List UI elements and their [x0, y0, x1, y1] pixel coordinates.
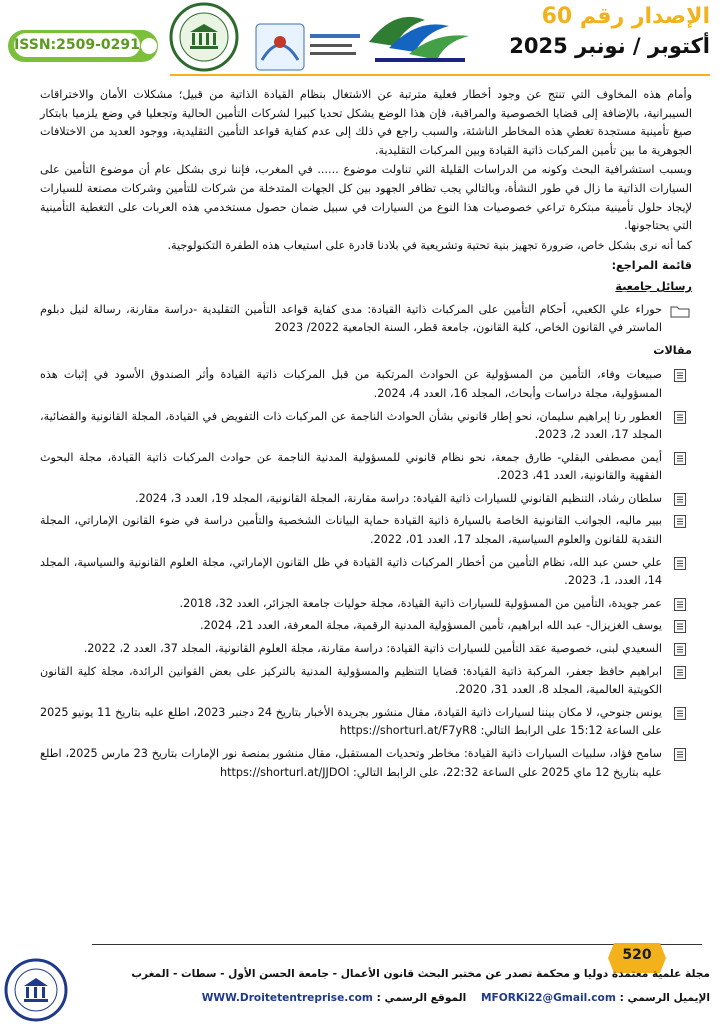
- document-icon: [674, 493, 686, 506]
- document-icon: [674, 515, 686, 528]
- lab-logo: [162, 2, 246, 72]
- article-body: [40, 86, 692, 876]
- email-label: الإيميل الرسمي :: [619, 992, 710, 1004]
- document-icon: [674, 620, 686, 633]
- reference-text: حوراء علي الكعبي، أحكام التأمين على المركبات ذاتية القيادة: مدى كفاية قواعد التأمين التقليدية -دراسة مقارنة، رسالة لنيل دبلوم الماستر في القانون الخاص، كلية القانون، جامعة قطر، السنة الجامعية 2022/ 2023: [40, 302, 662, 335]
- document-icon: [674, 557, 686, 570]
- reference-item: [40, 366, 692, 403]
- reference-item: [40, 704, 692, 741]
- document-icon: [674, 748, 686, 761]
- reference-text: ابراهيم حافظ جعفر، المركبة ذاتية القيادة: قضايا التنظيم والمسؤولية المدنية بالتركيز على بعض القوانين الرائدة، مجلة كلية القانون الكويتية العالمية، المجلد 8، العدد 31، 2020.: [40, 664, 662, 697]
- reference-text: سامح فؤاد، سلبيات السيارات ذاتية القيادة: مخاطر وتحديات المستقبل، مقال منشور بمنصة نور الإمارات بتاريخ 23 مارس 2025، اطلع عليه بتاريخ 12 ماي 2025 على الساعة 22:32، على الرابط التالي:: [40, 747, 663, 779]
- reference-item: [40, 554, 692, 591]
- lab-seal: [4, 958, 68, 1022]
- page-header: [0, 0, 724, 80]
- reference-item: [40, 449, 692, 486]
- reference-text: علي حسن عبد الله، نظام التأمين من أخطار المركبات ذاتية القيادة في ظل القانون الإماراتي، مجلة العلوم القانونية والسياسية، المجلد 14، العدد، 1، 2023.: [40, 555, 662, 588]
- document-icon: [674, 707, 686, 720]
- reference-text: السعيدي لبنى، خصوصية عقد التأمين للسيارات ذاتية القيادة: دراسة مقارنة، مجلة العلوم القانونية، المجلد 37، العدد 2، 2022.: [83, 642, 662, 656]
- reference-link[interactable]: https://shorturl.at/F7yR8: [339, 724, 478, 738]
- references-heading: قائمة المراجع:: [611, 259, 692, 273]
- reference-text: أيمن مصطفى البقلي- طارق جمعة، نحو نظام قانوني للمسؤولية المدنية الناجمة عن حوادث المركبات ذاتية القيادة، مجلة البحوث الفقهية والقانونية، العدد 41، 2023.: [40, 450, 662, 483]
- footer-journal-info: مجلة علمية معتمدة دوليا و محكمة تصدر عن مختبر البحث قانون الأعمال - جامعة الحسن الأول - سطات - المغرب: [131, 968, 710, 980]
- page-number: 520: [622, 947, 652, 963]
- paragraph: وبسبب استشرافية البحث وكونه من الدراسات القليلة التي تناولت موضوع ...... في المغرب، فإننا نرى بشكل عام أن موضوع التأمين على السيارات الذاتية ما زال في طور النشأة، وبالتالي يجب تظافر الجهود بين كل الجهات المتدخلة من شركات للتأمين وشركات مصنعة للسيارات لإيجاد حلول تأمينية مبتكرة تراعي خصوصيات هذا النوع من السيارات في سبيل ضمان حصول مستخدمي هذه العربات على التغطية التأمينية التي يحتاجونها.: [40, 163, 692, 233]
- email-link[interactable]: MFORKi22@Gmail.com: [480, 992, 616, 1004]
- badge-dot: [141, 38, 157, 54]
- paragraph: كما أنه نرى بشكل خاص، ضرورة تجهيز بنية تحتية وتشريعية في بلادنا قادرة على استيعاب هذه الطفرة التكنولوجية.: [167, 238, 692, 252]
- reference-item: [40, 408, 692, 445]
- reference-link[interactable]: https://shorturl.at/JJDOl: [220, 765, 350, 779]
- site-label: الموقع الرسمي :: [376, 992, 467, 1004]
- articles-heading: مقالات: [653, 343, 692, 357]
- website-link[interactable]: WWW.Droitetentreprise.com: [201, 992, 373, 1004]
- document-icon: [674, 666, 686, 679]
- reference-item: [40, 595, 692, 614]
- header-divider: [170, 74, 710, 76]
- document-icon: [674, 411, 686, 424]
- reference-text: يونس جنوحي، لا مكان بيننا لسيارات ذاتية القيادة، مقال منشور بجريدة الأخبار بتاريخ 24 دجنبر 2023، اطلع عليه بتاريخ 11 يونيو 2025 على الساعة 15:12 على الرابط التالي:: [40, 705, 662, 738]
- footer-contacts: [70, 992, 710, 1004]
- reference-item: [40, 301, 692, 338]
- theses-heading: رسائل جامعية: [615, 279, 692, 293]
- document-icon: [674, 452, 686, 465]
- issue-date: أكتوبر / نونبر 2025: [509, 34, 710, 58]
- reference-item: [40, 617, 692, 636]
- reference-item: [40, 640, 692, 659]
- reference-text: بيير ماليه، الجوانب القانونية الخاصة بالسيارة ذاتية القيادة حماية البيانات الشخصية والتأمين دراسة في ضوء القانون الإماراتي، المجلة النقدية للقانون والعلوم السياسية، المجلد 17، العدد 01، 2022.: [40, 514, 662, 547]
- reference-item: [40, 745, 692, 782]
- reference-text: عمر جويدة، التأمين من المسؤولية للسيارات ذاتية القيادة، مجلة حوليات جامعة الجزائر، العدد 32، 2018.: [179, 596, 662, 610]
- reference-item: [40, 512, 692, 549]
- paragraph: وأمام هذه المخاوف التي تنتج عن وجود أخطار فعلية مترتبة عن الاشتغال بنظام القيادة الذاتية من قبيل؛ مشكلات الأمان والاختراقات السيبرانية، بالإضافة إلى قضايا الخصوصية والمراقبة، فإن هذا الوضع يشكل تحديا كبيرا لشركات التأمين الحالية وتجعليا في وضع يلزميا بابتكار صيغ تأمينية مستجدة تغطي هذه المخاطر الناشئة، والسبب راجع في ذلك إلى عدم كفاية قواعد التأمين التقليدية، ووجود العديد من الاختلافات الجوهرية ما بين تأمين المركبات ذاتية القيادة وبين المركبات التقليدية.: [40, 88, 692, 157]
- document-icon: [674, 369, 686, 382]
- reference-text: صبيعات وفاء، التأمين من المسؤولية عن الحوادث المرتكبة من قبل المركبات ذاتية القيادة وأثر الصندوق الأسود في إثبات هذه المسؤولية، مجلة دراسات وأبحاث، المجلد 16، العدد 4، 2024.: [40, 368, 662, 400]
- university-logo: [254, 20, 364, 74]
- issn-badge: [8, 30, 158, 62]
- issue-number: الإصدار رقم 60: [541, 4, 710, 29]
- reference-item: [40, 663, 692, 700]
- reference-text: سلطان رشاد، التنظيم القانوني للسيارات ذاتية القيادة: دراسة مقارنة، المجلة القانونية، المجلد 19، العدد 3، 2024.: [135, 491, 662, 505]
- folder-icon: [670, 305, 690, 318]
- reference-text: يوسف الغزيزال- عبد الله ابراهيم، تأمين المسؤولية المدنية الرقمية، مجلة المعرفة، العدد 21، 2024.: [200, 619, 662, 633]
- document-icon: [674, 643, 686, 656]
- reference-text: العطور رنا إبراهيم سليمان، نحو إطار قانوني بشأن الحوادث الناجمة عن المركبات ذات التفويض في القيادة، المجلة القانونية والقضائية، المجلد 17، العدد 2، 2023.: [40, 409, 662, 442]
- document-icon: [674, 598, 686, 611]
- issn-text: ISSN:2509-0291: [14, 33, 140, 57]
- reference-item: [40, 490, 692, 509]
